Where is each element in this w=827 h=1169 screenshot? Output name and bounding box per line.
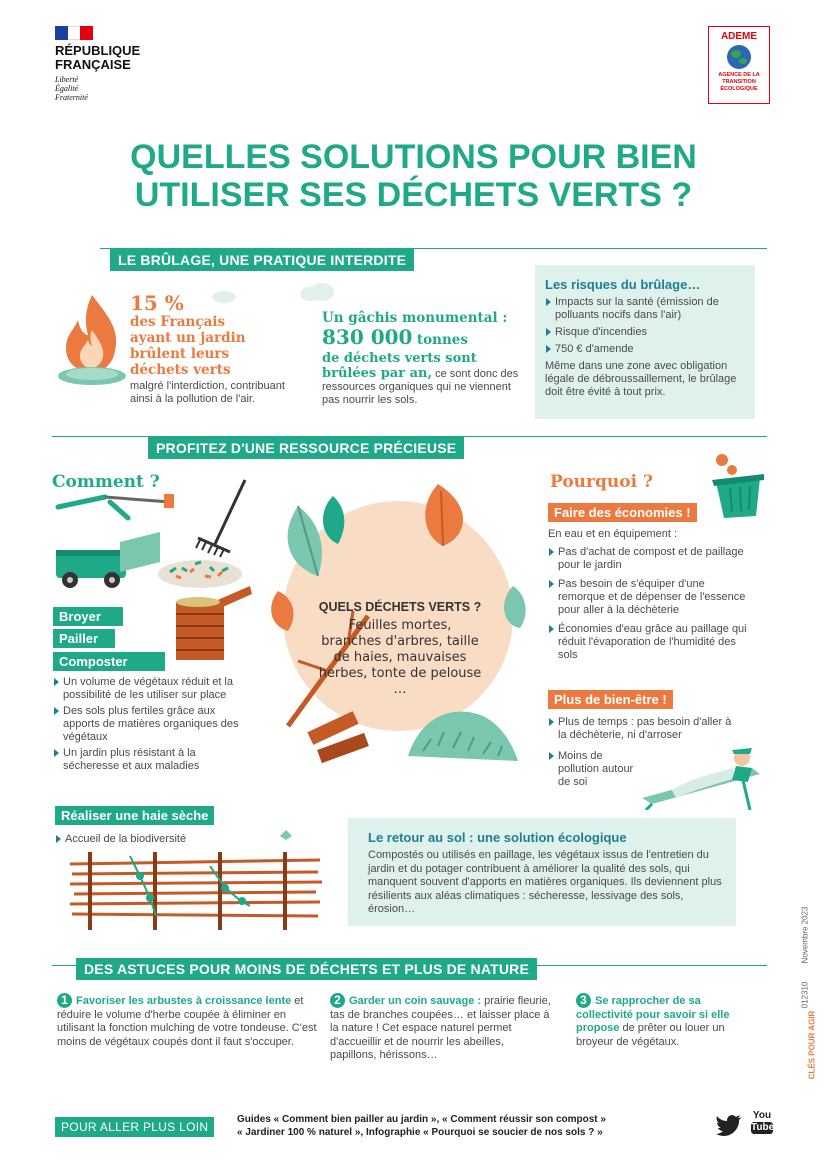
wellbeing-item: Moins de pollution autour de soi <box>548 750 638 789</box>
how-list <box>53 676 253 773</box>
side-cles: CLÉS POUR AGIR <box>807 1010 817 1080</box>
ademe-sub2: TRANSITION <box>722 79 756 85</box>
return-title: Le retour au sol : une solution écologique <box>368 830 627 845</box>
ademe-sub3: ÉCOLOGIQUE <box>720 86 758 92</box>
tip-number: 2 <box>330 993 345 1008</box>
republique-francaise-logo <box>55 26 165 106</box>
tips-section-title: DES ASTUCES POUR MOINS DE DÉCHETS ET PLUS DE NATURE <box>76 958 537 980</box>
resource-section-title: PROFITEZ D'UNE RESSOURCE PRÉCIEUSE <box>148 437 464 459</box>
side-date: Novembre 2023 <box>800 906 810 964</box>
dead-hedge-illustration <box>60 826 330 938</box>
risk-item: 750 € d'amende <box>545 343 745 356</box>
youtube-you: You <box>752 1110 772 1121</box>
stat2-body <box>322 351 522 407</box>
title-line2: UTILISER SES DÉCHETS VERTS ? <box>134 176 693 214</box>
savings-tag: Faire des économies ! <box>548 503 697 522</box>
tip-bold: Se rapprocher de sa collectivité pour savoir si elle propose <box>576 995 730 1034</box>
youtube-tube: Tube <box>751 1122 775 1133</box>
rf-line2: FRANÇAISE <box>55 57 131 72</box>
tip-3 <box>576 993 751 1049</box>
youtube-icon[interactable] <box>751 1110 773 1134</box>
side-ref-box <box>798 905 812 1015</box>
how-item: Un jardin plus résistant à la sécheresse et aux maladies <box>53 747 253 773</box>
tip-bold: Favoriser les arbustes à croissance lente <box>76 995 292 1007</box>
motto-fraternite: Fraternité <box>55 93 88 102</box>
stat1-bold: des Français ayant un jardin brûlent leurs déchets verts <box>130 314 246 378</box>
how-title: Comment ? <box>52 472 160 492</box>
stat2-rest: ce sont donc des ressources organiques qui ne viennent pas nourrir les sols. <box>322 368 519 406</box>
stat1-rest: malgré l'interdiction, contribuant ainsi à la pollution de l'air. <box>130 380 285 405</box>
page-title <box>0 138 827 214</box>
how-item: Un volume de végétaux réduit et la possibilité de les utiliser sur place <box>53 676 253 702</box>
guides-links[interactable] <box>237 1113 606 1139</box>
why-title: Pourquoi ? <box>550 472 653 492</box>
more-label: POUR ALLER PLUS LOIN <box>55 1117 214 1137</box>
risks-box <box>535 265 755 419</box>
action-pailler: Pailler <box>53 629 115 648</box>
hedge-item: Accueil de la biodiversité <box>55 833 265 846</box>
stat2-number: 830 000 <box>322 325 413 349</box>
savings-item: Économies d'eau grâce au paillage qui réduit l'évaporation de l'humidité des sols <box>548 623 748 662</box>
guides-line2[interactable]: « Jardiner 100 % naturel », Infographie « Pourquoi se soucier de nos sols ? » <box>237 1127 603 1138</box>
globe-icon <box>727 45 751 69</box>
tip-bold: Garder un coin sauvage : <box>349 995 482 1007</box>
title-line1: QUELLES SOLUTIONS POUR BIEN <box>130 138 697 176</box>
risk-item: Impacts sur la santé (émission de polluants nocifs dans l'air) <box>545 296 745 322</box>
which-title: QUELS DÉCHETS VERTS ? <box>318 600 482 614</box>
ademe-name: ADEME <box>720 31 758 42</box>
savings-intro: En eau et en équipement : <box>548 528 678 540</box>
wellbeing-item: Plus de temps : pas besoin d'aller à la déchèterie, ni d'arroser <box>548 716 738 742</box>
return-text: Compostés ou utilisés en paillage, les végétaux issus de l'entretien du jardin et du potager contribuent à améliorer la qualité des sols, qui manquent souvent d'apports en matières organiques. Ils deviennent plus résilients aux aléas climatiques : sécheresse, lessivage des sols, érosion… <box>368 849 722 915</box>
cloud-icon <box>298 282 338 302</box>
wellbeing-tag: Plus de bien-être ! <box>548 690 673 709</box>
action-broyer: Broyer <box>53 607 123 626</box>
tip-text: et réduire le volume d'herbe coupée à éliminer en utilisant la fonction mulching de votre tondeuse. C'est moins de végétaux coupés dont il faut s'occuper. <box>57 995 317 1048</box>
risk-item: Risque d'incendies <box>545 326 745 339</box>
person-relaxing-icon <box>632 738 772 810</box>
stat1-pct: 15 % <box>130 291 184 315</box>
tip-text: de prêter ou louer un broyeur de végétaux. <box>576 1022 725 1048</box>
stat-15-percent <box>130 292 295 406</box>
tip-number: 3 <box>576 993 591 1008</box>
savings-list <box>548 528 748 662</box>
garden-tools-illustration <box>50 472 250 592</box>
compost-bin-icon <box>168 582 258 666</box>
motto-egalite: Égalité <box>55 84 79 93</box>
savings-item: Pas d'achat de compost et de paillage pour le jardin <box>548 546 748 572</box>
side-ref: 012310 <box>800 981 810 1009</box>
tip-1 <box>57 993 322 1049</box>
ademe-logo <box>708 26 770 104</box>
how-item: Des sols plus fertiles grâce aux apports de matières organiques des végétaux <box>53 705 253 744</box>
stat-830000 <box>322 310 522 407</box>
which-text: Feuilles mortes, branches d'arbres, taille de haies, mauvaises herbes, tonte de pelouse … <box>318 618 482 697</box>
risks-title: Les risques du brûlage… <box>545 277 701 292</box>
action-composter: Composter <box>53 652 165 671</box>
stat2-head: Un gâchis monumental : <box>322 310 508 326</box>
stat2-bold: de déchets verts sont brûlées par an, <box>322 351 477 381</box>
burning-section-title: LE BRÛLAGE, UNE PRATIQUE INTERDITE <box>110 249 414 271</box>
guides-line1[interactable]: Guides « Comment bien pailler au jardin », « Comment réussir son compost » <box>237 1114 606 1125</box>
marianne-flag-icon <box>55 26 93 40</box>
which-waste-box <box>300 600 500 698</box>
tip-number: 1 <box>57 993 72 1008</box>
trash-can-coins-icon <box>702 452 774 522</box>
risks-note: Même dans une zone avec obligation légale de débroussaillement, le brûlage doit être évité à tout prix. <box>545 360 737 398</box>
return-to-soil-box <box>348 818 736 926</box>
tip-2 <box>330 993 552 1063</box>
stat2-unit: tonnes <box>416 332 468 348</box>
twitter-icon[interactable] <box>715 1114 743 1138</box>
hedge-tag: Réaliser une haie sèche <box>55 806 214 825</box>
tip-text: prairie fleurie, tas de branches coupées… et laisser place à la nature ! Cet espace naturel permet d'accueillir et de nourrir les abeilles, papillons, hérissons… <box>330 995 551 1061</box>
motto-liberte: Liberté <box>55 75 79 84</box>
rf-line1: RÉPUBLIQUE <box>55 43 141 58</box>
ademe-sub1: AGENCE DE LA <box>718 72 760 78</box>
savings-item: Pas besoin de s'équiper d'une remorque et de dépenser de l'essence pour aller à la déchèterie <box>548 578 748 617</box>
bonfire-icon <box>52 290 132 390</box>
